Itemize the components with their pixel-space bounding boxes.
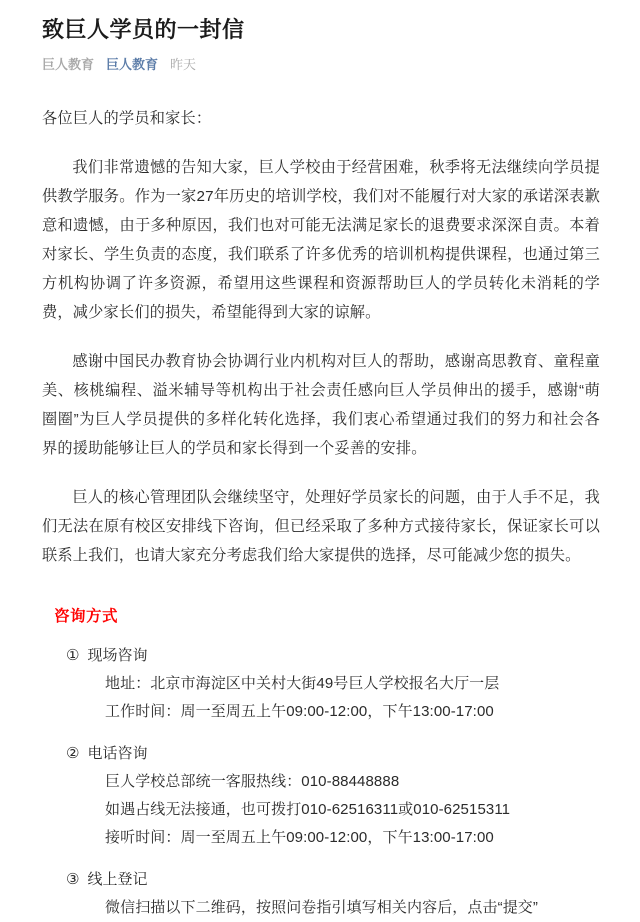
- list-item: [42, 866, 600, 922]
- meta-account-link[interactable]: 巨人教育: [106, 57, 159, 72]
- meta-brand-name: 巨人教育: [42, 57, 95, 72]
- contact-detail-lines: [42, 670, 600, 726]
- contact-label: 线上登记: [87, 871, 148, 888]
- body-paragraph-1: 我们非常遗憾的告知大家，巨人学校由于经营困难，秋季将无法继续向学员提供教学服务。作为一家27年历史的培训学校，我们对不能履行对大家的承诺深表歉意和遗憾，由于多种原因，我们也对可能无法满足家长的退费要求深深自责。本着对家长、学生负责的态度，我们联系了许多优秀的培训机构提供课程，也通过第三方机构协调了许多资源，希望用这些课程和资源帮助巨人的学员转化未消耗的学费，减少家长们的损失，希望能得到大家的谅解。: [42, 159, 600, 321]
- contact-method-list: [42, 642, 600, 922]
- contact-detail-line: 工作时间：周一至周五上午09:00-12:00，下午13:00-17:00: [105, 703, 494, 720]
- contact-detail-line: 巨人学校总部统一客服热线：010-88448888: [105, 773, 400, 790]
- contact-header: [42, 642, 600, 670]
- article-meta: [0, 46, 640, 74]
- salutation-paragraph: 各位巨人的学员和家长：: [42, 110, 212, 127]
- contact-label: 电话咨询: [87, 745, 148, 762]
- body-paragraph-3: 巨人的核心管理团队会继续坚守，处理好学员家长的问题，由于人手不足，我们无法在原有校区安排线下咨询，但已经采取了多种方式接待家长，保证家长可以联系上我们，也请大家充分考虑我们给大家提供的选择，尽可能减少您的损失。: [42, 489, 600, 564]
- circled-number-icon: ②: [66, 745, 80, 762]
- list-item: [42, 740, 600, 852]
- contact-detail-line: 接听时间：周一至周五上午09:00-12:00，下午13:00-17:00: [105, 829, 494, 846]
- page-title: 致巨人学员的一封信: [42, 17, 245, 42]
- contact-detail-line: 如遇占线无法接通，也可拨打010-62516311或010-62515311: [105, 801, 511, 818]
- circled-number-icon: ①: [66, 647, 80, 664]
- contact-detail-lines: [42, 768, 600, 852]
- contact-label: 现场咨询: [87, 647, 148, 664]
- contact-detail-line: 微信扫描以下二维码，按照问卷指引填写相关内容后，点击“提交”: [105, 899, 538, 916]
- section-heading-contact-methods: 咨询方式: [54, 608, 119, 625]
- contact-header: [42, 866, 600, 894]
- contact-header: [42, 740, 600, 768]
- contact-detail-lines: [42, 894, 600, 922]
- list-item: [42, 642, 600, 726]
- body-paragraph-2: 感谢中国民办教育协会协调行业内机构对巨人的帮助，感谢高思教育、童程童美、核桃编程、溢米辅导等机构出于社会责任感向巨人学员伸出的援手，感谢“萌圈圈”为巨人学员提供的多样化转化选择，我们衷心希望通过我们的努力和社会各界的援助能够让巨人的学员和家长得到一个妥善的安排。: [42, 353, 600, 457]
- circled-number-icon: ③: [66, 871, 80, 888]
- article-body: [0, 104, 640, 922]
- meta-publish-date: 昨天: [170, 57, 197, 72]
- contact-detail-line: 地址：北京市海淀区中关村大街49号巨人学校报名大厅一层: [105, 675, 500, 692]
